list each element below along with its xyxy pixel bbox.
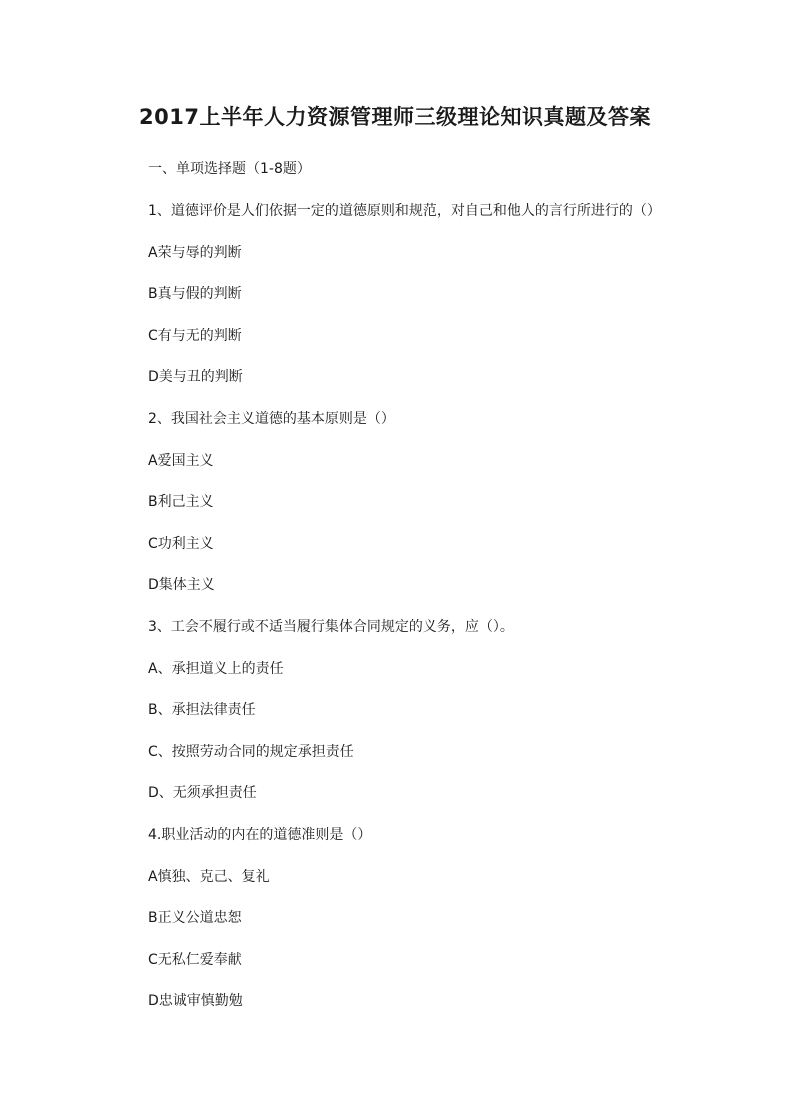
question-4-option-b: B正义公道忠恕 bbox=[148, 910, 242, 926]
question-3-stem: 3、工会不履行或不适当履行集体合同规定的义务，应（）。 bbox=[148, 619, 514, 635]
question-3-option-a: A、承担道义上的责任 bbox=[148, 661, 284, 677]
question-2-option-c: C功利主义 bbox=[148, 536, 214, 552]
question-3-option-c: C、按照劳动合同的规定承担责任 bbox=[148, 744, 354, 760]
question-3-option-d: D、无须承担责任 bbox=[148, 785, 257, 801]
question-4-option-a: A慎独、克己、复礼 bbox=[148, 869, 270, 885]
question-1-option-a: A荣与辱的判断 bbox=[148, 245, 242, 261]
document-title: 2017上半年人力资源管理师三级理论知识真题及答案 bbox=[139, 105, 651, 129]
question-1-option-c: C有与无的判断 bbox=[148, 328, 242, 344]
question-4-option-d: D忠诚审慎勤勉 bbox=[148, 993, 243, 1009]
question-3-option-b: B、承担法律责任 bbox=[148, 702, 256, 718]
question-1-stem: 1、道德评价是人们依据一定的道德原则和规范，对自己和他人的言行所进行的（） bbox=[148, 203, 661, 219]
question-4-stem: 4.职业活动的内在的道德准则是（） bbox=[148, 827, 372, 843]
question-2-stem: 2、我国社会主义道德的基本原则是（） bbox=[148, 411, 395, 427]
question-2-option-a: A爱国主义 bbox=[148, 453, 214, 469]
section-heading: 一、单项选择题（1-8题） bbox=[148, 161, 311, 177]
question-2-option-d: D集体主义 bbox=[148, 577, 215, 593]
question-1-option-b: B真与假的判断 bbox=[148, 286, 242, 302]
question-4-option-c: C无私仁爱奉献 bbox=[148, 952, 242, 968]
question-2-option-b: B利己主义 bbox=[148, 494, 214, 510]
question-1-option-d: D美与丑的判断 bbox=[148, 369, 243, 385]
